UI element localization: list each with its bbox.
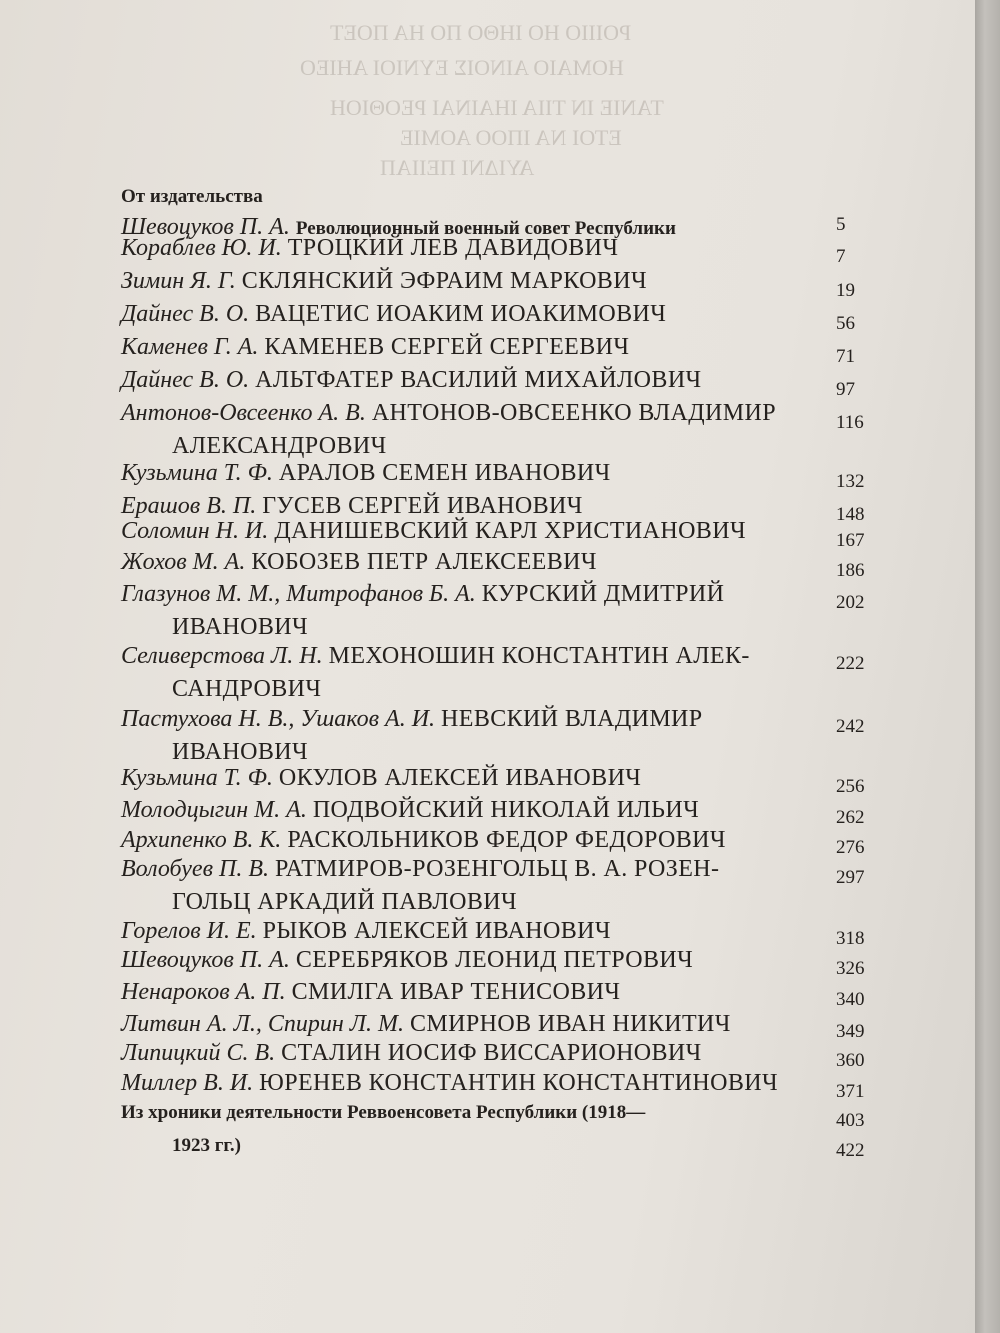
entry-author: Липицкий С. В. (121, 1040, 276, 1066)
entry-author: Дайнес В. О. (121, 301, 250, 327)
entry-title: МЕХОНОШИН КОНСТАНТИН АЛЕК- (328, 643, 750, 669)
entry-title: Революционный военный совет Республики (295, 218, 676, 239)
entry-author: Молодцыгин М. А. (121, 797, 307, 823)
entry-author: Пастухова Н. В., Ушаков А. И. (121, 706, 436, 732)
entry-title: ЮРЕНЕВ КОНСТАНТИН КОНСТАНТИНОВИЧ (259, 1070, 778, 1096)
entry-author: Ненароков А. П. (121, 979, 286, 1005)
entry-page: 71 (836, 346, 855, 367)
bleed-through-text: ΑΥΙΔΝΙ ΠΕΙΙΑΠ (380, 155, 535, 180)
entry-page: 371 (836, 1081, 865, 1102)
entry-page: 186 (836, 560, 865, 581)
entry-page: 5 (836, 214, 846, 235)
entry-title-continued: ИВАНОВИЧ (172, 614, 308, 640)
entry-page: 360 (836, 1050, 865, 1071)
entry-title: ПОДВОЙСКИЙ НИКОЛАЙ ИЛЬИЧ (312, 797, 700, 823)
bleed-through-text: ΕΤΟΙ ΝΑ ΙΠΟΟ ΑΟΜΙΕ (400, 125, 622, 150)
entry-title: ВАЦЕТИС ИОАКИМ ИОАКИМОВИЧ (255, 301, 667, 327)
entry-page: 19 (836, 280, 855, 301)
entry-page: 403 (836, 1110, 865, 1131)
entry-page: 276 (836, 837, 865, 858)
entry-title: КУРСКИЙ ДМИТРИЙ (481, 581, 725, 607)
entry-page: 256 (836, 776, 865, 797)
entry-page: 56 (836, 313, 855, 334)
entry-author: Зимин Я. Г. (121, 268, 236, 294)
entry-page: 222 (836, 653, 865, 674)
entry-title-continued: ГОЛЬЦ АРКАДИЙ ПАВЛОВИЧ (172, 889, 517, 915)
entry-title: От издательства (121, 186, 263, 207)
entry-title-continued: АЛЕКСАНДРОВИЧ (172, 433, 387, 459)
entry-title: КОБОЗЕВ ПЕТР АЛЕКСЕЕВИЧ (251, 549, 597, 575)
entry-page: 116 (836, 412, 864, 433)
entry-page: 349 (836, 1021, 865, 1042)
entry-title: КАМЕНЕВ СЕРГЕЙ СЕРГЕЕВИЧ (264, 334, 630, 360)
entry-page: 7 (836, 246, 846, 267)
entry-title: СМИЛГА ИВАР ТЕНИСОВИЧ (291, 979, 621, 1005)
entry-page: 242 (836, 716, 865, 737)
entry-title: СТАЛИН ИОСИФ ВИССАРИОНОВИЧ (281, 1040, 702, 1066)
entry-page: 97 (836, 379, 855, 400)
entry-title-continued: САНДРОВИЧ (172, 676, 322, 702)
entry-author: Шевоцуков П. А. (121, 214, 290, 240)
entry-author: Литвин А. Л., Спирин Л. М. (121, 1011, 404, 1037)
entry-author: Глазунов М. М., Митрофанов Б. А. (121, 581, 476, 607)
entry-title: АНТОНОВ-ОВСЕЕНКО ВЛАДИМИР (371, 400, 776, 426)
entry-title: ДАНИШЕВСКИЙ КАРЛ ХРИСТИАНОВИЧ (274, 518, 746, 544)
entry-title: РЫКОВ АЛЕКСЕЙ ИВАНОВИЧ (262, 918, 611, 944)
entry-title: НЕВСКИЙ ВЛАДИМИР (441, 706, 703, 732)
entry-author: Шевоцуков П. А. (121, 947, 290, 973)
entry-title: СМИРНОВ ИВАН НИКИТИЧ (409, 1011, 731, 1037)
entry-page: 326 (836, 958, 865, 979)
entry-page: 167 (836, 530, 865, 551)
entry-title-continued: 1923 гг.) (172, 1135, 241, 1156)
entry-title-continued: ИВАНОВИЧ (172, 739, 308, 765)
entry-author: Кузьмина Т. Ф. (121, 460, 273, 486)
entry-page: 262 (836, 807, 865, 828)
entry-author: Жохов М. А. (121, 549, 246, 575)
entry-page: 340 (836, 989, 865, 1010)
entry-title: СКЛЯНСКИЙ ЭФРАИМ МАРКОВИЧ (241, 268, 647, 294)
entry-author: Соломин Н. И. (121, 518, 269, 544)
entry-page: 297 (836, 867, 865, 888)
entry-author: Каменев Г. А. (121, 334, 259, 360)
entry-author: Миллер В. И. (121, 1070, 254, 1096)
entry-author: Горелов И. Е. (121, 918, 257, 944)
entry-title: РАТМИРОВ-РОЗЕНГОЛЬЦ В. А. РОЗЕН- (274, 856, 720, 882)
bleed-through-text: ΗΟΜΑΙΟ ΑΙΝΟΙΣ ΕΥΝΙΟΙ ΑΗΙΕΟ (300, 55, 624, 80)
entry-author: Селиверстова Л. Н. (121, 643, 323, 669)
entry-title: ТРОЦКИЙ ЛЕВ ДАВИДОВИЧ (287, 235, 619, 261)
entry-page: 318 (836, 928, 865, 949)
bleed-through-text: ΤΑΝΙΕ ΙΝ ΤΙΙΑ ΙΗΑΙΝΑΙ ΡΕΟΘΙΟΗ (330, 95, 664, 120)
entry-page: 148 (836, 504, 865, 525)
entry-page: 202 (836, 592, 865, 613)
entry-author: Дайнес В. О. (121, 367, 250, 393)
page-edge (975, 0, 1000, 1333)
entry-page: 422 (836, 1140, 865, 1161)
entry-author: Кузьмина Т. Ф. (121, 765, 273, 791)
entry-title: ОКУЛОВ АЛЕКСЕЙ ИВАНОВИЧ (278, 765, 642, 791)
bleed-through-text: ΡΟΙΙΙΟ ΗΟ ΙΗΘΟ ΠΟ ΗΑ ΠΟΕΤ (330, 20, 632, 45)
entry-title: Из хроники деятельности Реввоенсовета Республики (1918— (121, 1102, 646, 1123)
entry-author: Кораблев Ю. И. (121, 235, 282, 261)
entry-author: Волобуев П. В. (121, 856, 269, 882)
entry-title: АЛЬТФАТЕР ВАСИЛИЙ МИХАЙЛОВИЧ (255, 367, 702, 393)
entry-title: СЕРЕБРЯКОВ ЛЕОНИД ПЕТРОВИЧ (295, 947, 694, 973)
entry-author: Антонов-Овсеенко А. В. (121, 400, 366, 426)
entry-author: Ерашов В. П. (121, 493, 257, 519)
entry-title: РАСКОЛЬНИКОВ ФЕДОР ФЕДОРОВИЧ (287, 827, 726, 853)
entry-author: Архипенко В. К. (121, 827, 282, 853)
entry-page: 132 (836, 471, 865, 492)
entry-title: ГУСЕВ СЕРГЕЙ ИВАНОВИЧ (262, 493, 583, 519)
entry-title: АРАЛОВ СЕМЕН ИВАНОВИЧ (278, 460, 611, 486)
